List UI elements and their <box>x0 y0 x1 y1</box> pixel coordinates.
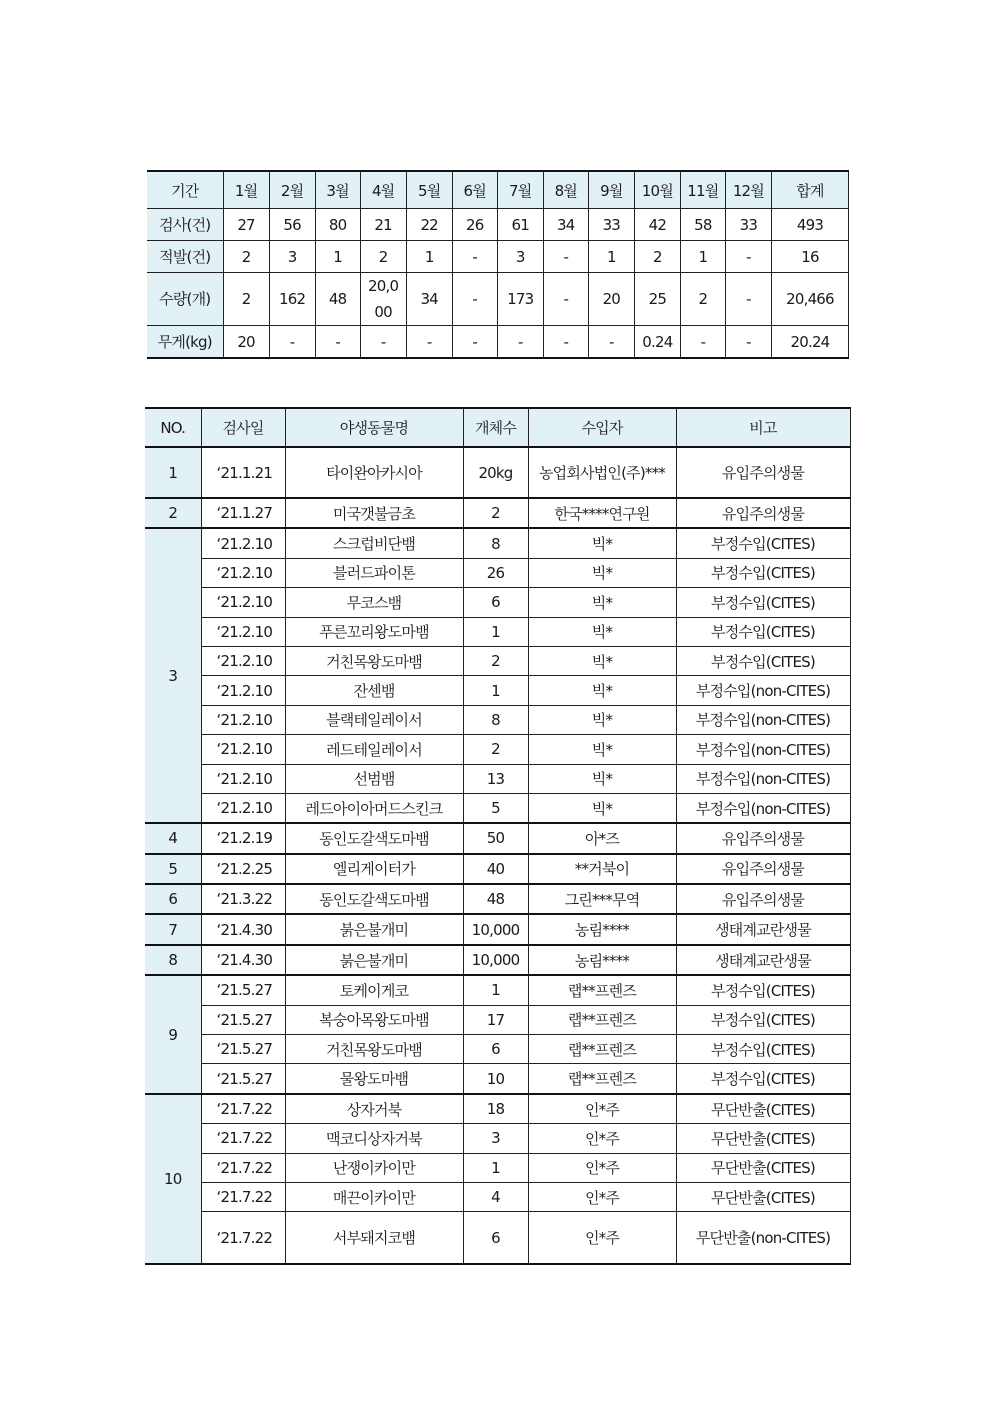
date-header: 검사일 <box>201 408 285 447</box>
species-name: 타이완아카시아 <box>285 447 463 498</box>
inspection-date: ‘21.7.22 <box>201 1212 285 1265</box>
summary-cell: - <box>543 241 588 273</box>
summary-cell: 16 <box>771 241 848 273</box>
case-number: 7 <box>145 914 201 944</box>
species-name: 무코스뱀 <box>285 588 463 617</box>
summary-cell: 1 <box>406 241 452 273</box>
case-number: 5 <box>145 854 201 884</box>
summary-cell: 173 <box>497 273 543 326</box>
remark: 무단반출(CITES) <box>676 1182 850 1211</box>
summary-cell: 33 <box>588 209 634 241</box>
importer: 빅* <box>528 528 676 558</box>
summary-cell: 20 <box>588 273 634 326</box>
case-number: 4 <box>145 823 201 853</box>
species-name: 붉은불개미 <box>285 945 463 975</box>
remark: 생태계교란생물 <box>676 945 850 975</box>
summary-cell: - <box>588 326 634 359</box>
table-row <box>145 854 850 884</box>
specimen-count: 40 <box>463 854 528 884</box>
case-number: 3 <box>145 528 201 823</box>
summary-cell: 20,000 <box>360 273 406 326</box>
monthly-summary-table <box>147 170 849 359</box>
table-row <box>145 588 850 617</box>
specimen-count: 20kg <box>463 447 528 498</box>
table-row <box>145 823 850 853</box>
species-name: 스크럽비단뱀 <box>285 528 463 558</box>
remark: 생태계교란생물 <box>676 914 850 944</box>
case-number: 10 <box>145 1094 201 1265</box>
inspection-date: ‘21.4.30 <box>201 914 285 944</box>
table-row <box>145 676 850 705</box>
summary-cell: 61 <box>497 209 543 241</box>
specimen-count: 10,000 <box>463 945 528 975</box>
remark: 부정수입(CITES) <box>676 528 850 558</box>
summary-cell: 20.24 <box>771 326 848 359</box>
inspection-date: ‘21.2.19 <box>201 823 285 853</box>
month-header: 6월 <box>452 171 497 209</box>
case-number: 2 <box>145 498 201 528</box>
remark: 무단반출(CITES) <box>676 1124 850 1153</box>
species-name: 거친목왕도마뱀 <box>285 646 463 675</box>
species-name: 상자거북 <box>285 1094 463 1124</box>
inspection-date: ‘21.7.22 <box>201 1153 285 1182</box>
importer: 빅* <box>528 705 676 734</box>
inspection-date: ‘21.2.10 <box>201 558 285 587</box>
inspection-date: ‘21.2.10 <box>201 646 285 675</box>
inspection-date: ‘21.2.10 <box>201 617 285 646</box>
inspection-date: ‘21.2.10 <box>201 764 285 793</box>
species-name: 엘리게이터가 <box>285 854 463 884</box>
importer: 인*주 <box>528 1124 676 1153</box>
remark: 부정수입(non-CITES) <box>676 764 850 793</box>
summary-cell: 20 <box>223 326 269 359</box>
summary-cell: - <box>452 241 497 273</box>
inspection-date: ‘21.2.10 <box>201 793 285 823</box>
summary-cell: - <box>315 326 360 359</box>
inspection-date: ‘21.5.27 <box>201 1035 285 1064</box>
specimen-count: 6 <box>463 1035 528 1064</box>
remark: 부정수입(non-CITES) <box>676 735 850 764</box>
summary-cell: 2 <box>680 273 725 326</box>
specimen-count: 6 <box>463 588 528 617</box>
species-name: 맥코디상자거북 <box>285 1124 463 1153</box>
table-row <box>145 646 850 675</box>
table-row <box>145 498 850 528</box>
importer: 빅* <box>528 646 676 675</box>
remark: 부정수입(CITES) <box>676 558 850 587</box>
importer: 인*주 <box>528 1212 676 1265</box>
inspection-date: ‘21.7.22 <box>201 1182 285 1211</box>
specimen-count: 17 <box>463 1005 528 1034</box>
importer: 랩**프렌즈 <box>528 975 676 1005</box>
importer: 농업회사법인(주)*** <box>528 447 676 498</box>
table-row <box>145 1182 850 1211</box>
species-name: 블러드파이톤 <box>285 558 463 587</box>
remark: 유입주의생물 <box>676 823 850 853</box>
summary-cell: 22 <box>406 209 452 241</box>
importer: 인*주 <box>528 1094 676 1124</box>
table-row <box>145 735 850 764</box>
species-name: 토케이게코 <box>285 975 463 1005</box>
table-row <box>145 1035 850 1064</box>
summary-cell: 33 <box>725 209 771 241</box>
month-header: 9월 <box>588 171 634 209</box>
month-header: 11월 <box>680 171 725 209</box>
species-name: 잔센뱀 <box>285 676 463 705</box>
species-name: 붉은불개미 <box>285 914 463 944</box>
month-header: 12월 <box>725 171 771 209</box>
specimen-count: 18 <box>463 1094 528 1124</box>
importer: 농림**** <box>528 945 676 975</box>
summary-cell: 1 <box>315 241 360 273</box>
summary-cell: 27 <box>223 209 269 241</box>
species-name: 동인도갈색도마뱀 <box>285 884 463 914</box>
summary-cell: 48 <box>315 273 360 326</box>
importer: 랩**프렌즈 <box>528 1064 676 1094</box>
case-number: 9 <box>145 975 201 1094</box>
species-name: 매끈이카이만 <box>285 1182 463 1211</box>
remark: 부정수입(CITES) <box>676 1064 850 1094</box>
summary-cell: - <box>543 273 588 326</box>
table-row <box>145 1005 850 1034</box>
inspection-date: ‘21.2.10 <box>201 735 285 764</box>
table-row <box>145 1064 850 1094</box>
inspection-date: ‘21.1.27 <box>201 498 285 528</box>
summary-cell: 2 <box>360 241 406 273</box>
inspection-date: ‘21.5.27 <box>201 1005 285 1034</box>
month-header: 3월 <box>315 171 360 209</box>
summary-cell: - <box>497 326 543 359</box>
importer: 한국****연구원 <box>528 498 676 528</box>
summary-cell: 3 <box>269 241 315 273</box>
table-row <box>145 764 850 793</box>
case-number: 1 <box>145 447 201 498</box>
table-row <box>145 617 850 646</box>
table-row <box>145 558 850 587</box>
importer: 빅* <box>528 558 676 587</box>
summary-cell: 26 <box>452 209 497 241</box>
remark: 부정수입(non-CITES) <box>676 793 850 823</box>
summary-cell: 2 <box>634 241 680 273</box>
row-label: 수량(개) <box>147 273 223 326</box>
species-name: 레드테일레이서 <box>285 735 463 764</box>
month-header: 5월 <box>406 171 452 209</box>
specimen-count: 6 <box>463 1212 528 1265</box>
summary-cell: 162 <box>269 273 315 326</box>
summary-cell: 0.24 <box>634 326 680 359</box>
importer: 빅* <box>528 764 676 793</box>
summary-cell: 80 <box>315 209 360 241</box>
importer: **거북이 <box>528 854 676 884</box>
species-name: 거친목왕도마뱀 <box>285 1035 463 1064</box>
species-name: 동인도갈색도마뱀 <box>285 823 463 853</box>
month-header: 4월 <box>360 171 406 209</box>
summary-cell: 2 <box>223 273 269 326</box>
remark: 부정수입(CITES) <box>676 975 850 1005</box>
specimen-count: 1 <box>463 676 528 705</box>
summary-cell: - <box>452 326 497 359</box>
specimen-count: 4 <box>463 1182 528 1211</box>
species-name: 푸른꼬리왕도마뱀 <box>285 617 463 646</box>
summary-cell: 493 <box>771 209 848 241</box>
importer: 그린***무역 <box>528 884 676 914</box>
table-row <box>145 914 850 944</box>
inspection-date: ‘21.2.10 <box>201 705 285 734</box>
summary-cell: 42 <box>634 209 680 241</box>
species-name: 서부돼지코뱀 <box>285 1212 463 1265</box>
table-row <box>145 975 850 1005</box>
summary-row <box>147 273 849 326</box>
importer: 빅* <box>528 793 676 823</box>
remark: 부정수입(CITES) <box>676 588 850 617</box>
specimen-count: 50 <box>463 823 528 853</box>
summary-cell: 25 <box>634 273 680 326</box>
summary-cell: - <box>543 326 588 359</box>
month-header: 8월 <box>543 171 588 209</box>
specimen-count: 10 <box>463 1064 528 1094</box>
table-row <box>145 1212 850 1265</box>
specimen-count: 2 <box>463 735 528 764</box>
species-name: 선범뱀 <box>285 764 463 793</box>
table-row <box>145 1124 850 1153</box>
month-header: 10월 <box>634 171 680 209</box>
summary-cell: - <box>725 326 771 359</box>
species-name: 레드아이아머드스킨크 <box>285 793 463 823</box>
table-row <box>145 793 850 823</box>
note-header: 비고 <box>676 408 850 447</box>
species-name: 복숭아목왕도마뱀 <box>285 1005 463 1034</box>
case-number: 8 <box>145 945 201 975</box>
violation-detail-table <box>145 407 851 1265</box>
remark: 부정수입(CITES) <box>676 617 850 646</box>
specimen-count: 10,000 <box>463 914 528 944</box>
specimen-count: 3 <box>463 1124 528 1153</box>
summary-cell: 21 <box>360 209 406 241</box>
remark: 부정수입(non-CITES) <box>676 705 850 734</box>
inspection-date: ‘21.1.21 <box>201 447 285 498</box>
species-name: 블랙테일레이서 <box>285 705 463 734</box>
count-header: 개체수 <box>463 408 528 447</box>
summary-cell: 58 <box>680 209 725 241</box>
row-label: 적발(건) <box>147 241 223 273</box>
importer: 빅* <box>528 617 676 646</box>
remark: 부정수입(non-CITES) <box>676 676 850 705</box>
remark: 유입주의생물 <box>676 447 850 498</box>
case-number: 6 <box>145 884 201 914</box>
summary-cell: - <box>725 273 771 326</box>
table-row <box>145 1153 850 1182</box>
specimen-count: 8 <box>463 705 528 734</box>
specimen-count: 2 <box>463 646 528 675</box>
specimen-count: 8 <box>463 528 528 558</box>
summary-cell: - <box>269 326 315 359</box>
summary-cell: - <box>360 326 406 359</box>
inspection-date: ‘21.2.10 <box>201 588 285 617</box>
species-name: 물왕도마뱀 <box>285 1064 463 1094</box>
specimen-count: 1 <box>463 617 528 646</box>
remark: 유입주의생물 <box>676 854 850 884</box>
summary-row <box>147 326 849 359</box>
table-row <box>145 1094 850 1124</box>
species-name: 난쟁이카이만 <box>285 1153 463 1182</box>
specimen-count: 13 <box>463 764 528 793</box>
specimen-count: 1 <box>463 1153 528 1182</box>
specimen-count: 2 <box>463 498 528 528</box>
summary-cell: 2 <box>223 241 269 273</box>
table-row <box>145 945 850 975</box>
month-header: 1월 <box>223 171 269 209</box>
no-header: NO. <box>145 408 201 447</box>
inspection-date: ‘21.4.30 <box>201 945 285 975</box>
summary-row <box>147 209 849 241</box>
remark: 유입주의생물 <box>676 884 850 914</box>
summary-cell: - <box>680 326 725 359</box>
summary-cell: 3 <box>497 241 543 273</box>
inspection-date: ‘21.7.22 <box>201 1094 285 1124</box>
importer: 인*주 <box>528 1182 676 1211</box>
inspection-date: ‘21.2.25 <box>201 854 285 884</box>
summary-cell: 34 <box>543 209 588 241</box>
table-row <box>145 884 850 914</box>
inspection-date: ‘21.5.27 <box>201 975 285 1005</box>
importer: 농림**** <box>528 914 676 944</box>
inspection-date: ‘21.3.22 <box>201 884 285 914</box>
importer: 인*주 <box>528 1153 676 1182</box>
inspection-date: ‘21.7.22 <box>201 1124 285 1153</box>
inspection-date: ‘21.2.10 <box>201 676 285 705</box>
summary-header-row <box>147 171 849 209</box>
row-label: 검사(건) <box>147 209 223 241</box>
month-header: 합계 <box>771 171 848 209</box>
inspection-date: ‘21.5.27 <box>201 1064 285 1094</box>
remark: 무단반출(CITES) <box>676 1153 850 1182</box>
period-header: 기간 <box>147 171 223 209</box>
specimen-count: 1 <box>463 975 528 1005</box>
summary-cell: 1 <box>680 241 725 273</box>
importer: 빅* <box>528 588 676 617</box>
month-header: 2월 <box>269 171 315 209</box>
importer: 랩**프렌즈 <box>528 1005 676 1034</box>
specimen-count: 26 <box>463 558 528 587</box>
summary-cell: 34 <box>406 273 452 326</box>
summary-row <box>147 241 849 273</box>
importer: 랩**프렌즈 <box>528 1035 676 1064</box>
remark: 무단반출(non-CITES) <box>676 1212 850 1265</box>
summary-cell: - <box>406 326 452 359</box>
month-header: 7월 <box>497 171 543 209</box>
importer: 아*즈 <box>528 823 676 853</box>
row-label: 무게(kg) <box>147 326 223 359</box>
specimen-count: 48 <box>463 884 528 914</box>
remark: 부정수입(CITES) <box>676 1005 850 1034</box>
table-row <box>145 705 850 734</box>
inspection-date: ‘21.2.10 <box>201 528 285 558</box>
remark: 무단반출(CITES) <box>676 1094 850 1124</box>
summary-cell: 56 <box>269 209 315 241</box>
remark: 부정수입(CITES) <box>676 1035 850 1064</box>
table-row <box>145 447 850 498</box>
table-row <box>145 528 850 558</box>
summary-cell: - <box>725 241 771 273</box>
remark: 부정수입(CITES) <box>676 646 850 675</box>
summary-cell: 1 <box>588 241 634 273</box>
importer-header: 수입자 <box>528 408 676 447</box>
specimen-count: 5 <box>463 793 528 823</box>
remark: 유입주의생물 <box>676 498 850 528</box>
species-name: 미국갯불금초 <box>285 498 463 528</box>
detail-header-row <box>145 408 850 447</box>
importer: 빅* <box>528 676 676 705</box>
importer: 빅* <box>528 735 676 764</box>
summary-cell: - <box>452 273 497 326</box>
summary-cell: 20,466 <box>771 273 848 326</box>
species-header: 야생동물명 <box>285 408 463 447</box>
